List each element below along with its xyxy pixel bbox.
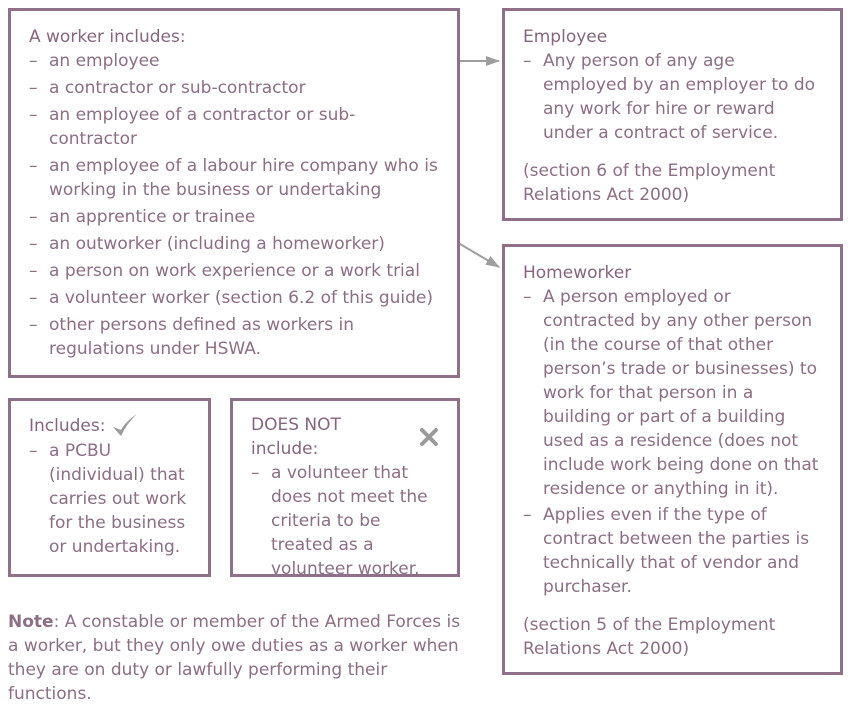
employee-item: – Any person of any age employed by an employer to do any work for hire or reward under a contract of service. (523, 49, 822, 145)
checkmark-icon (111, 413, 139, 439)
does-not-include-item-volunteer: – a volunteer that does not meet the criteria to be treated as a volunteer worker. (251, 461, 439, 581)
worker-list (29, 49, 439, 361)
note-label: Note (8, 612, 54, 632)
worker-definition-box (8, 8, 460, 378)
does-not-include-box (230, 398, 460, 577)
worker-item-contractor-employee: – an employee of a contractor or sub-contractor (29, 103, 439, 151)
worker-item-employee: – an employee (29, 49, 439, 73)
worker-item-apprentice: – an apprentice or trainee (29, 205, 439, 229)
worker-item-outworker: – an outworker (including a homeworker) (29, 232, 439, 256)
worker-item-labour-hire: – an employee of a labour hire company who is working in the business or undertaking (29, 154, 439, 202)
worker-item-contractor: – a contractor or sub-contractor (29, 76, 439, 100)
homeworker-reference: (section 5 of the Employment Relations Act 2000) (523, 615, 776, 659)
homeworker-item-definition: – A person employed or contracted by any other person (in the course of that other person’s trade or businesses) to work for that person in a building or part of a building used as a residence (does not include work being done on that residence or anything in it). (523, 285, 822, 501)
includes-box (8, 398, 211, 577)
worker-title: A worker includes: (29, 27, 186, 47)
does-not-include-title: DOES NOT include: (251, 415, 341, 459)
employee-definition-box (502, 8, 843, 221)
homeworker-title: Homeworker (523, 263, 632, 283)
employee-title: Employee (523, 27, 608, 47)
note-body: : A constable or member of the Armed Forces is a worker, but they only owe duties as a worker when they are on duty or lawfully performing their functions. (8, 612, 461, 704)
worker-item-work-experience: – a person on work experience or a work trial (29, 259, 439, 283)
worker-item-other: – other persons defined as workers in regulations under HSWA. (29, 313, 439, 361)
worker-item-volunteer: – a volunteer worker (section 6.2 of this guide) (29, 286, 439, 310)
homeworker-list (523, 285, 822, 599)
does-not-include-list (251, 461, 439, 581)
includes-list (29, 439, 190, 559)
employee-list (523, 49, 822, 145)
employee-reference: (section 6 of the Employment Relations Act 2000) (523, 161, 776, 205)
includes-title: Includes: (29, 416, 106, 436)
includes-item-pcbu: – a PCBU (individual) that carries out work for the business or undertaking. (29, 439, 190, 559)
homeworker-item-contract: – Applies even if the type of contract between the parties is technically that of vendor and purchaser. (523, 503, 822, 599)
note-text (8, 610, 468, 706)
homeworker-definition-box (502, 244, 843, 675)
cross-icon (419, 427, 439, 447)
